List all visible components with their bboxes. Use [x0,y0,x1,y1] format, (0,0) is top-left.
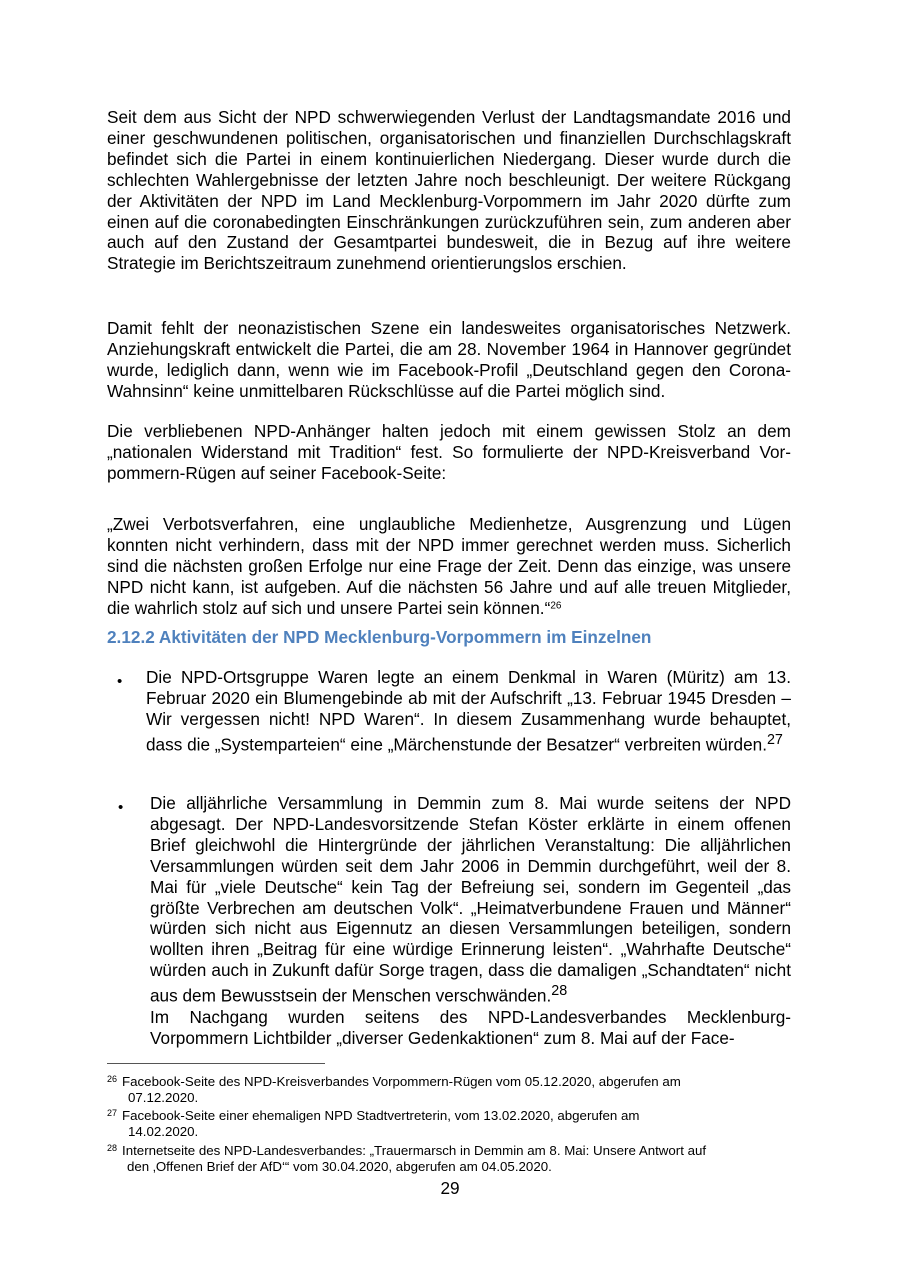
footnote-separator [107,1063,325,1064]
list-item-demmin-continuation: Im Nachgang wurden seitens des NPD-Landesverbandes Mecklenburg-Vorpommern Lichtbilder „diverser Gedenkaktionen“ zum 8. Mai auf der Face- [150,1006,791,1048]
paragraph-remaining-supporters: Die verbliebenen NPD-Anhänger halten jedoch mit einem gewissen Stolz an dem „nationalen Widerstand mit Tradition“ fest. So formulierte der NPD-Kreisverband Vorpommern-Rügen auf seiner Facebook-Seite: [107,421,791,483]
footnote-ref-28: 28 [551,983,568,1000]
paragraph-quote: „Zwei Verbotsverfahren, eine unglaubliche Medienhetze, Ausgrenzung und Lügen konnten nicht verhindern, dass mit der NPD immer gerechnet werden muss. Sicherlich sind die nächsten großen Erfolge nur eine Frage der Zeit. Denn das einzige, was unsere NPD nicht kann, ist aufgeben. Auf die nächsten 56 Jahre und auf alle treuen Mitglieder, die wahrlich stolz auf sich und unsere Partei sein können.“$^{26}$ [107,514,791,618]
section-heading: 2.12.2 Aktivitäten der NPD Mecklenburg-Vorpommern im Einzelnen [107,627,652,647]
paragraph-npd-decline: Seit dem aus Sicht der NPD schwerwiegenden Verlust der Landtagsmandate 2016 und einer geschwundenen politischen, organisatorischen und finanziellen Durchschlagskraft befindet sich die Partei in einem kontinuierlichen Niedergang. Dieser wurde durch die schlechten Wahlergebnisse der letzten Jahre noch beschleunigt. Der weitere Rückgang der Aktivitäten der NPD im Land Mecklenburg-Vorpommern im Jahr 2020 dürfte zum einen auf die coronabedingten Einschränkungen zurückzuführen sein, zum anderen aber auch auf den Zustand der Gesamtpartei bundesweit, die in Bezug auf ihre weitere Strategie im Berichtszeitraum zunehmend orientierungslos erschien. [107,107,791,274]
footnote-28: $^{28}$ Internetseite des NPD-Landesverbandes: „Trauermarsch in Demmin am 8. Mai: Unsere Antwort auf den ‚Offenen Brief der AfD‘“ vom 30.04.2020, abgerufen am 04.05.2020. [107,1143,707,1174]
list-item-waren: Die NPD-Ortsgruppe Waren legte an einem Denkmal in Waren (Müritz) am 13. Februar 2020 ein Blumengebinde ab mit der Aufschrift „13. Februar 1945 Dresden – Wir vergessen nicht! NPD Waren“. In diesem Zusammenhang wurde behauptet, dass die „Systemparteien“ eine „Märchenstunde der Besatzer“ verbreiten würden.$^{27}$ [146,667,791,755]
footnote-ref-26: 26 [550,600,562,612]
list-item-demmin: Die alljährliche Versammlung in Demmin zum 8. Mai wurde seitens der NPD abgesagt. Der NPD-Landesvorsitzende Stefan Köster erklärte in einem offenen Brief gleichwohl die Hintergründe der jährlichen Veranstaltung: Die alljährlichen Versammlungen würden seit dem Jahr 2006 in Demmin durchgeführt, weil der 8. Mai für „viele Deutsche“ kein Tag der Befreiung sei, sondern im Gegenteil „das größte Verbrechen am deutschen Volk“. „Heimatverbundene Frauen und Männer“ würden sich nicht aus Eigennutz an diesen Versammlungen beteiligen, sondern wollten ihren „Beitrag für eine würdige Erinnerung leisten“. „Wahrhafte Deutsche“ würden auch in Zukunft dafür Sorge tragen, dass die damaligen „Schandtaten“ nicht aus dem Bewusstsein der Menschen verschwänden.$^{28}$ Im Nachgang wurden seitens des NPD-Landesverbandes Mecklenburg-Vorpommern Lichtbilder „diverser Gedenkaktionen“ zum 8. Mai auf der Face- [150,793,791,1048]
footnote-26: $^{26}$ Facebook-Seite des NPD-Kreisverbandes Vorpommern-Rügen vom 05.12.2020, abgerufen am 07.12.2020. [107,1074,681,1105]
footnote-ref-27: 27 [766,731,783,748]
bullet-dot-icon: • [117,673,123,690]
bullet-dot-icon: • [118,799,124,816]
footnote-27: $^{27}$ Facebook-Seite einer ehemaligen NPD Stadtvertreterin, vom 13.02.2020, abgerufen am 14.02.2020. [107,1108,640,1139]
page-number: 29 [440,1178,460,1198]
paragraph-network: Damit fehlt der neonazistischen Szene ein landesweites organisatorisches Netzwerk. Anziehungskraft entwickelt die Partei, die am 28. November 1964 in Hannover gegründet wurde, lediglich dann, wenn wie im Facebook-Profil „Deutschland gegen den Corona-Wahnsinn“ keine unmittelbaren Rückschlüsse auf die Partei möglich sind. [107,318,791,401]
